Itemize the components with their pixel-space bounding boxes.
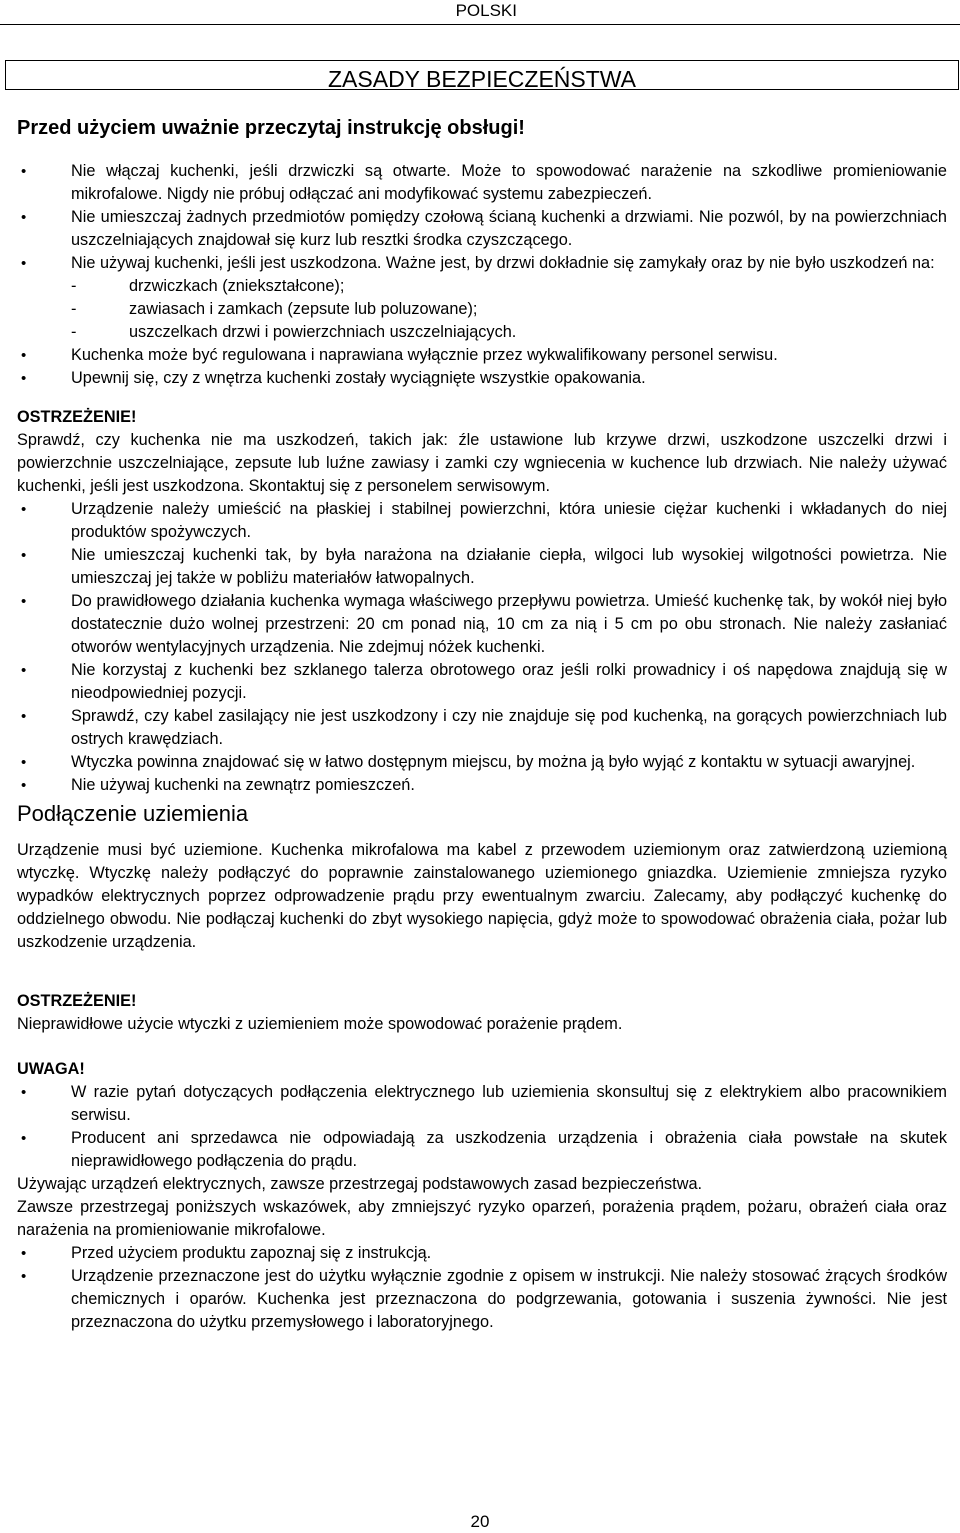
spacer	[17, 954, 947, 976]
language-label: POLSKI	[455, 1, 517, 20]
note-list	[17, 1081, 947, 1173]
page-number: 20	[470, 1512, 490, 1531]
list-item: • Nie korzystaj z kuchenki bez szklanego talerza obrotowego oraz jeśli rolki prowadnicy i oś napędowa znajdują się w nieodpowiedniej pozycji.	[17, 659, 947, 705]
list-item-damaged	[17, 252, 947, 344]
list-item: • Przed użyciem produktu zapoznaj się z instrukcją.	[17, 1242, 947, 1265]
warning-text: Nieprawidłowe użycie wtyczki z uziemieniem może spowodować porażenie prądem.	[17, 1015, 623, 1033]
list-item: • Urządzenie przeznaczone jest do użytku wyłącznie zgodnie z opisem w instrukcji. Nie należy stosować żrących środków chemicznych i oparów. Kuchenka jest przeznaczona do podgrzewania, gotowania i suszenia żywności. Nie jest przeznaczona do użytku przemysłowego i laboratoryjnego.	[17, 1265, 947, 1334]
list-item: • Upewnij się, czy z wnętrza kuchenki zostały wyciągnięte wszystkie opakowania.	[17, 367, 947, 390]
list-item: • Nie używaj kuchenki na zewnątrz pomieszczeń.	[17, 774, 947, 797]
page-title: ZASADY BEZPIECZEŃSTWA	[5, 60, 959, 90]
warning-label: OSTRZEŻENIE!	[17, 992, 137, 1010]
intro-heading: Przed użyciem uważnie przeczytaj instrukcję obsługi!	[17, 117, 525, 139]
list-item: • W razie pytań dotyczących podłączenia elektrycznego lub uziemienia skonsultuj się z elektrykiem albo pracownikiem serwisu.	[17, 1081, 947, 1127]
list-item: • Do prawidłowego działania kuchenka wymaga właściwego przepływu powietrza. Umieść kuchenkę tak, by wokół niej było dostatecznie dużo wolnej przestrzeni: 20 cm ponad nią, 10 cm za nią i 5 cm po obu stronach. Nie należy zasłaniać otworów wentylacyjnych urządzenia. Nie zdejmuj nóżek kuchenki.	[17, 590, 947, 659]
spacer	[17, 1036, 947, 1058]
document-body	[17, 60, 947, 1334]
list-item: • Wtyczka powinna znajdować się w łatwo dostępnym miejscu, by można ją było wyjąć z kontaktu w sytuacji awaryjnej.	[17, 751, 947, 774]
list-item: • Urządzenie należy umieścić na płaskiej i stabilnej powierzchni, która uniesie ciężar kuchenki i wkładanych do niej produktów spożywczych.	[17, 498, 947, 544]
list-item: • Nie umieszczaj żadnych przedmiotów pomiędzy czołową ścianą kuchenki a drzwiami. Nie pozwól, by na powierzchniach uszczelniających znajdował się kurz lub resztki środka czyszczącego.	[17, 206, 947, 252]
sub-item: - zawiasach i zamkach (zepsute lub poluzowane);	[71, 300, 478, 318]
safety-list-2	[17, 498, 947, 797]
safety-list-1	[17, 160, 947, 390]
note-list-2	[17, 1242, 947, 1334]
list-item: • Kuchenka może być regulowana i naprawiana wyłącznie przez wykwalifikowany personel serwisu.	[17, 344, 947, 367]
sub-item: - drzwiczkach (zniekształcone);	[71, 277, 345, 295]
damaged-text: Nie używaj kuchenki, jeśli jest uszkodzona. Ważne jest, by drzwi dokładnie się zamykały oraz by nie było uszkodzeń na:	[71, 254, 935, 272]
warning-text: Sprawdź, czy kuchenka nie ma uszkodzeń, takich jak: źle ustawione lub krzywe drzwi, uszkodzone uszczelki drzwi i powierzchnie uszczelniające, zepsute lub luźne zawiasy i zamki czy wgniecenia w kuchence lub drzwiach. Nie należy używać kuchenki, jeśli jest uszkodzona. Skontaktuj się z personelem serwisowym.	[17, 431, 947, 495]
grounding-text: Urządzenie musi być uziemione. Kuchenka mikrofalowa ma kabel z przewodem uziemionym oraz zatwierdzoną uziemioną wtyczkę. Wtyczkę należy podłączyć do poprawnie zainstalowanego uziemionego gniazdka. Uziemienie zmniejsza ryzyko wypadków elektrycznych poprzez odprowadzenie prądu przy ewentualnym zwarciu. Zalecamy, aby podłączyć kuchenkę do oddzielnego obwodu. Nie podłączaj kuchenki do zbyt wysokiego napięcia, gdyż może to spowodować obrażenia ciała, pożar lub uszkodzenie urządzenia.	[17, 841, 947, 951]
note-paragraph: Używając urządzeń elektrycznych, zawsze przestrzegaj podstawowych zasad bezpieczeństwa.	[17, 1175, 703, 1193]
note-label: UWAGA!	[17, 1060, 85, 1078]
list-item: • Nie umieszczaj kuchenki tak, by była narażona na działanie ciepła, wilgoci lub wysokiej wilgotności powietrza. Nie umieszczaj jej także w pobliżu materiałów łatwopalnych.	[17, 544, 947, 590]
warning-label: OSTRZEŻENIE!	[17, 408, 137, 426]
list-item: • Producent ani sprzedawca nie odpowiadają za uszkodzenia urządzenia i obrażenia ciała powstałe na skutek nieprawidłowego podłączenia do prądu.	[17, 1127, 947, 1173]
list-item: • Sprawdź, czy kabel zasilający nie jest uszkodzony i czy nie znajduje się pod kuchenką, na gorących powierzchniach lub ostrych krawędziach.	[17, 705, 947, 751]
note-paragraph: Zawsze przestrzegaj poniższych wskazówek, aby zmniejszyć ryzyko oparzeń, porażenia prądem, pożaru, obrażeń ciała oraz narażenia na promieniowanie mikrofalowe.	[17, 1198, 947, 1239]
list-item: • Nie włączaj kuchenki, jeśli drzwiczki są otwarte. Może to spowodować narażenie na szkodliwe promieniowanie mikrofalowe. Nigdy nie próbuj odłączać ani modyfikować systemu zabezpieczeń.	[17, 160, 947, 206]
grounding-heading: Podłączenie uziemienia	[17, 801, 249, 826]
sub-item: - uszczelkach drzwi i powierzchniach uszczelniających.	[71, 323, 517, 341]
language-header	[0, 0, 960, 25]
